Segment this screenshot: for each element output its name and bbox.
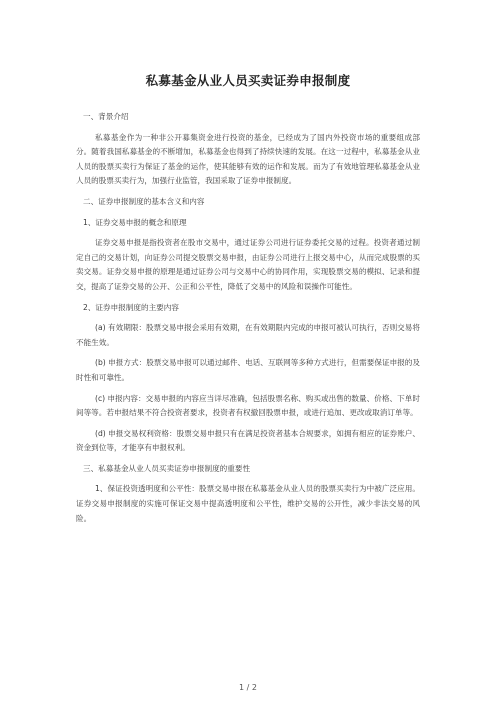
paragraph-concept: 证券交易申报是指投资者在股市交易中，通过证券公司进行证券委托交易的过程。投资者通过制定自己的交易计划，向证券公司提交股票交易申报，由证券公司进行上报交易中心，从而完成股票的买卖交易。证券交易申报的原理是通过证券公司与交易中心的协同作用，实现股票交易的模拟、记录和提交，提高了证券交易的公开、公正和公平性，降低了交易中的风险和误操作可能性。 <box>76 238 420 291</box>
document-title: 私募基金从业人员买卖证券申报制度 <box>145 73 351 88</box>
paragraph-item-b: (b) 申报方式：股票交易申报可以通过邮件、电话、互联网等多种方式进行，但需要保证申报的及时性和可靠性。 <box>76 358 420 382</box>
document-body <box>76 110 420 532</box>
paragraph-item-d: (d) 申报交易权利资格：股票交易申报只有在满足投资者基本合规要求，如拥有相应的证券账户、资金到位等，才能享有申报权利。 <box>76 428 420 453</box>
section-heading-background: 一、背景介绍 <box>83 112 129 121</box>
paragraph-importance-1: 1、保证投资透明度和公平性：股票交易申报在私募基金从业人员的股票买卖行为中被广泛应用。证券交易申报制度的实施可保证交易中提高透明度和公平性，维护交易的公开性，减少非法交易的风险。 <box>76 484 420 523</box>
subsection-heading-main-content: 2、证券申报制度的主要内容 <box>83 302 179 312</box>
section-heading-importance: 三、私募基金从业人员买卖证券申报制度的重要性 <box>83 463 251 473</box>
paragraph-item-c: (c) 申报内容：交易申报的内容应当详尽准确，包括股票名称、购买或出售的数量、价格、下单时间等等。若申报结果不符合投资者要求，投资者有权撤回股票申报，或进行追加、更改或取消订单等。 <box>76 393 420 418</box>
subsection-heading-concept: 1、证券交易申报的概念和原理 <box>83 217 187 227</box>
section-heading-definition: 二、证券申报制度的基本含义和内容 <box>83 196 205 206</box>
paragraph-item-a: (a) 有效期限：股票交易申报会采用有效期，在有效期限内完成的申报可被认可执行，否则交易将不能生效。 <box>76 323 420 347</box>
paragraph-background: 私募基金作为一种非公开募集资金进行投资的基金，已经成为了国内外投资市场的重要组成部分。随着我国私募基金的不断增加，私募基金也得到了持续快速的发展。在这一过程中，私募基金从业人员的股票买卖行为保证了基金的运作，使其能够有效的运作和发展。而为了有效地管理私募基金从业人员的股票买卖行为，加强行业监管，我国采取了证券申报制度。 <box>76 132 420 186</box>
page-number: 1 / 2 <box>239 683 257 692</box>
